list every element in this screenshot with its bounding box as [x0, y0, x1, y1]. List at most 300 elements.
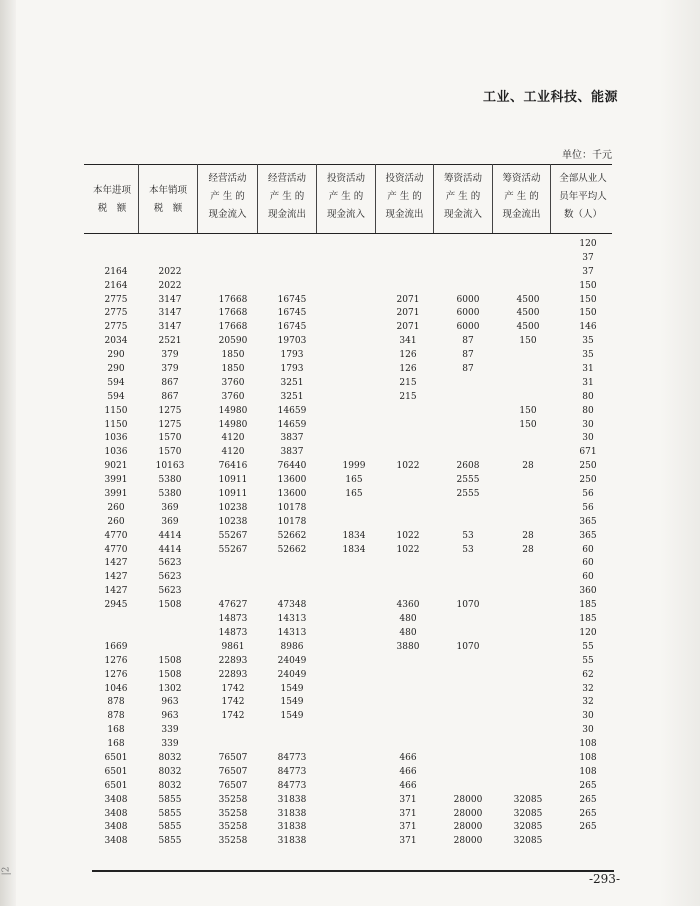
- table-cell: [500, 641, 556, 655]
- table-cell: [500, 391, 556, 405]
- table-cell: 3147: [158, 322, 182, 333]
- table-cell: 215: [399, 391, 417, 402]
- table-cell: [380, 724, 436, 738]
- table-cell: 3991: [104, 475, 128, 486]
- table-cell: 1508: [158, 600, 182, 611]
- table-cell: [90, 613, 142, 627]
- table-cell: 963: [161, 697, 179, 708]
- table-cell: [440, 696, 496, 710]
- table-cell: [324, 502, 384, 516]
- table-cell: [324, 738, 384, 752]
- table-cell: 2034: [104, 336, 128, 347]
- table-cell: [380, 252, 436, 266]
- table-cell: 80: [582, 391, 594, 402]
- table-cell: 35: [582, 350, 594, 361]
- table-cell: 14873: [218, 614, 248, 625]
- table-cell: 1669: [104, 641, 128, 652]
- table-cell: 1036: [104, 433, 128, 444]
- table-cell: 5623: [158, 558, 182, 569]
- page-gutter-right: [660, 0, 700, 906]
- table-cell: 32: [582, 697, 594, 708]
- table-cell: [324, 391, 384, 405]
- table-cell: 466: [399, 752, 417, 763]
- table-cell: 60: [582, 544, 594, 555]
- table-cell: 4770: [104, 530, 128, 541]
- table-cell: 878: [107, 697, 125, 708]
- data-column-operating-outflow: [264, 238, 320, 849]
- table-cell: 150: [579, 294, 597, 305]
- table-cell: [380, 696, 436, 710]
- table-cell: 53: [462, 544, 474, 555]
- table-cell: [500, 696, 556, 710]
- table-cell: [440, 238, 496, 252]
- table-cell: 10178: [277, 502, 307, 513]
- table-cell: [90, 252, 142, 266]
- table-cell: 5623: [158, 586, 182, 597]
- table-cell: 1036: [104, 447, 128, 458]
- table-cell: [440, 724, 496, 738]
- table-cell: 16745: [277, 294, 307, 305]
- table-cell: [324, 613, 384, 627]
- table-cell: 35: [582, 336, 594, 347]
- table-cell: [324, 307, 384, 321]
- table-cell: 165: [345, 475, 363, 486]
- scan-mark: |2: [1, 866, 12, 876]
- table-cell: 17668: [218, 308, 248, 319]
- table-cell: 9861: [221, 641, 245, 652]
- table-cell: [500, 474, 556, 488]
- table-cell: 150: [519, 336, 537, 347]
- table-cell: 215: [399, 377, 417, 388]
- table-cell: 4770: [104, 544, 128, 555]
- table-cell: [142, 238, 198, 252]
- table-cell: 339: [161, 725, 179, 736]
- header-cell-investing-inflow: 投资活动 产 生 的 现金流入: [326, 173, 365, 220]
- table-cell: 1022: [396, 461, 420, 472]
- table-cell: 14873: [218, 627, 248, 638]
- table-cell: 341: [399, 336, 417, 347]
- table-cell: 168: [107, 725, 125, 736]
- table-cell: 371: [399, 808, 417, 819]
- table-cell: 1276: [104, 669, 128, 680]
- table-cell: [380, 266, 436, 280]
- table-cell: [440, 502, 496, 516]
- table-cell: 466: [399, 766, 417, 777]
- table-cell: 32085: [513, 808, 543, 819]
- table-cell: [380, 516, 436, 530]
- table-cell: 867: [161, 391, 179, 402]
- table-cell: 8032: [158, 752, 182, 763]
- data-column-output-tax: [142, 238, 198, 849]
- table-cell: [264, 571, 320, 585]
- table-cell: [440, 627, 496, 641]
- table-cell: 1850: [221, 364, 245, 375]
- table-cell: [205, 238, 261, 252]
- table-cell: [324, 377, 384, 391]
- section-title: 工业、工业科技、能源: [482, 90, 618, 105]
- table-cell: 16745: [277, 308, 307, 319]
- data-column-employees: [560, 238, 616, 849]
- table-cell: 260: [107, 502, 125, 513]
- table-cell: [500, 724, 556, 738]
- table-cell: 150: [519, 419, 537, 430]
- table-cell: 10238: [218, 516, 248, 527]
- table-cell: 28: [522, 461, 534, 472]
- table-cell: 265: [579, 794, 597, 805]
- table-cell: 14659: [277, 419, 307, 430]
- table-cell: 2164: [104, 280, 128, 291]
- table-cell: 14659: [277, 405, 307, 416]
- table-cell: 31838: [277, 822, 307, 833]
- table-cell: 4500: [516, 308, 540, 319]
- table-cell: 2022: [158, 266, 182, 277]
- table-cell: [380, 238, 436, 252]
- table-cell: 290: [107, 364, 125, 375]
- table-cell: 3408: [104, 794, 128, 805]
- table-cell: [324, 655, 384, 669]
- table-cell: 3147: [158, 294, 182, 305]
- table-cell: 37: [582, 252, 594, 263]
- table-cell: [500, 585, 556, 599]
- table-cell: [500, 627, 556, 641]
- table-cell: 31: [582, 364, 594, 375]
- table-cell: 76507: [218, 752, 248, 763]
- table-cell: 22893: [218, 669, 248, 680]
- table-cell: [500, 266, 556, 280]
- table-cell: [324, 446, 384, 460]
- table-cell: [205, 585, 261, 599]
- table-cell: 87: [462, 350, 474, 361]
- table-cell: 5855: [158, 808, 182, 819]
- table-cell: 1549: [280, 697, 304, 708]
- table-cell: 126: [399, 350, 417, 361]
- table-cell: [380, 669, 436, 683]
- header-cell-financing-outflow: 筹资活动 产 生 的 现金流出: [502, 173, 541, 220]
- table-cell: [440, 655, 496, 669]
- table-cell: 265: [579, 780, 597, 791]
- table-cell: 56: [582, 489, 594, 500]
- table-cell: 594: [107, 391, 125, 402]
- table-cell: 53: [462, 530, 474, 541]
- table-cell: 1150: [104, 405, 128, 416]
- table-cell: [500, 655, 556, 669]
- table-cell: 6501: [104, 752, 128, 763]
- table-cell: [324, 627, 384, 641]
- table-cell: 22893: [218, 655, 248, 666]
- table-cell: [440, 252, 496, 266]
- table-cell: 168: [107, 739, 125, 750]
- table-cell: [500, 238, 556, 252]
- table-cell: 87: [462, 336, 474, 347]
- table-cell: 2071: [396, 294, 420, 305]
- table-cell: [440, 266, 496, 280]
- table-cell: 1275: [158, 419, 182, 430]
- table-cell: [324, 252, 384, 266]
- table-cell: 32085: [513, 794, 543, 805]
- table-cell: [500, 516, 556, 530]
- table-cell: 60: [582, 572, 594, 583]
- table-cell: [440, 377, 496, 391]
- table-cell: 878: [107, 711, 125, 722]
- table-cell: 2521: [158, 336, 182, 347]
- table-cell: 30: [582, 725, 594, 736]
- table-cell: [500, 432, 556, 446]
- table-cell: 8032: [158, 766, 182, 777]
- table-cell: 28: [522, 544, 534, 555]
- table-cell: [264, 238, 320, 252]
- page-number: -293-: [588, 872, 620, 886]
- table-cell: 369: [161, 502, 179, 513]
- table-cell: 126: [399, 364, 417, 375]
- table-cell: [205, 738, 261, 752]
- table-cell: 1742: [221, 711, 245, 722]
- table-cell: 76507: [218, 780, 248, 791]
- table-cell: [324, 808, 384, 822]
- table-cell: 14313: [277, 627, 307, 638]
- table-cell: 2022: [158, 280, 182, 291]
- table-cell: [440, 766, 496, 780]
- table-cell: 37: [582, 266, 594, 277]
- data-column-investing-inflow: [324, 238, 384, 849]
- table-cell: [440, 516, 496, 530]
- table-cell: [380, 488, 436, 502]
- table-cell: 31838: [277, 836, 307, 847]
- table-cell: 9021: [104, 461, 128, 472]
- header-cell-employees: 全部从业人 员年平均人 数（人）: [559, 173, 607, 220]
- table-cell: 5855: [158, 822, 182, 833]
- table-cell: 31838: [277, 808, 307, 819]
- table-cell: 379: [161, 350, 179, 361]
- table-cell: [324, 432, 384, 446]
- table-cell: [324, 363, 384, 377]
- data-column-investing-outflow: [380, 238, 436, 849]
- table-cell: 14980: [218, 405, 248, 416]
- table-cell: 3408: [104, 822, 128, 833]
- table-cell: 2608: [456, 461, 480, 472]
- table-cell: 1427: [104, 558, 128, 569]
- table-cell: 480: [399, 627, 417, 638]
- table-cell: [500, 780, 556, 794]
- table-cell: [440, 432, 496, 446]
- table-cell: 1549: [280, 711, 304, 722]
- table-cell: 250: [579, 475, 597, 486]
- table-cell: 1508: [158, 655, 182, 666]
- table-cell: [264, 280, 320, 294]
- table-cell: 108: [579, 766, 597, 777]
- table-cell: 16745: [277, 322, 307, 333]
- table-cell: 24049: [277, 655, 307, 666]
- table-cell: [205, 266, 261, 280]
- table-cell: 4120: [221, 433, 245, 444]
- table-cell: [380, 280, 436, 294]
- table-cell: [440, 419, 496, 433]
- table-cell: 2775: [104, 294, 128, 305]
- table-cell: 30: [582, 419, 594, 430]
- table-cell: [324, 599, 384, 613]
- table-cell: [324, 696, 384, 710]
- table-cell: 1150: [104, 419, 128, 430]
- table-cell: [264, 585, 320, 599]
- table-cell: 4360: [396, 600, 420, 611]
- table-cell: 2071: [396, 308, 420, 319]
- table-cell: 32085: [513, 836, 543, 847]
- table-cell: 3837: [280, 447, 304, 458]
- table-cell: [380, 405, 436, 419]
- table-cell: 10238: [218, 502, 248, 513]
- table-cell: [500, 502, 556, 516]
- table-cell: 1275: [158, 405, 182, 416]
- table-cell: [205, 557, 261, 571]
- table-cell: 1850: [221, 350, 245, 361]
- table-cell: 28000: [453, 822, 483, 833]
- table-cell: 20590: [218, 336, 248, 347]
- table-cell: [440, 710, 496, 724]
- table-cell: [440, 683, 496, 697]
- table-cell: 28000: [453, 794, 483, 805]
- table-cell: 10911: [218, 489, 248, 500]
- page-bottom-rule: [92, 870, 614, 872]
- table-cell: [500, 377, 556, 391]
- table-cell: 4414: [158, 544, 182, 555]
- table-cell: [264, 266, 320, 280]
- table-cell: [324, 669, 384, 683]
- table-cell: [264, 738, 320, 752]
- table-cell: [324, 641, 384, 655]
- table-cell: 265: [579, 822, 597, 833]
- header-cell-input-tax: 本年进项 税 额: [92, 185, 131, 214]
- table-cell: [324, 585, 384, 599]
- table-cell: [440, 752, 496, 766]
- table-cell: [324, 516, 384, 530]
- table-cell: 2555: [456, 475, 480, 486]
- table-cell: [264, 557, 320, 571]
- table-cell: [324, 419, 384, 433]
- table-cell: 290: [107, 350, 125, 361]
- table-cell: 365: [579, 516, 597, 527]
- table-cell: 1570: [158, 447, 182, 458]
- table-cell: [500, 599, 556, 613]
- table-cell: [380, 502, 436, 516]
- table-cell: [90, 627, 142, 641]
- table-cell: 250: [579, 461, 597, 472]
- table-cell: [500, 446, 556, 460]
- table-cell: 120: [579, 627, 597, 638]
- table-cell: 24049: [277, 669, 307, 680]
- table-cell: [500, 613, 556, 627]
- table-cell: 3760: [221, 377, 245, 388]
- table-cell: 369: [161, 516, 179, 527]
- table-cell: 339: [161, 739, 179, 750]
- table-cell: [324, 780, 384, 794]
- table-cell: [142, 613, 198, 627]
- table-cell: 3408: [104, 808, 128, 819]
- table-cell: 1834: [342, 530, 366, 541]
- table-cell: 371: [399, 822, 417, 833]
- table-cell: [440, 446, 496, 460]
- table-cell: 150: [519, 405, 537, 416]
- table-cell: [324, 794, 384, 808]
- table-cell: 4500: [516, 294, 540, 305]
- table-cell: [500, 349, 556, 363]
- table-cell: [500, 710, 556, 724]
- table-cell: 28000: [453, 808, 483, 819]
- table-cell: [440, 405, 496, 419]
- table-cell: 1427: [104, 572, 128, 583]
- table-cell: 10911: [218, 475, 248, 486]
- unit-label: 单位：千元: [562, 150, 612, 161]
- table-cell: 1508: [158, 669, 182, 680]
- header-cell-financing-inflow: 筹资活动 产 生 的 现金流入: [443, 173, 482, 220]
- table-cell: [324, 835, 384, 849]
- table-cell: 6000: [456, 322, 480, 333]
- table-cell: [324, 752, 384, 766]
- table-cell: [500, 571, 556, 585]
- table-cell: 5623: [158, 572, 182, 583]
- table-cell: 84773: [277, 780, 307, 791]
- table-cell: 3880: [396, 641, 420, 652]
- table-cell: 60: [582, 558, 594, 569]
- table-cell: 84773: [277, 752, 307, 763]
- table-cell: 28000: [453, 836, 483, 847]
- table-cell: [380, 585, 436, 599]
- table-cell: 6501: [104, 780, 128, 791]
- table-cell: 185: [579, 600, 597, 611]
- table-cell: 365: [579, 530, 597, 541]
- table-cell: [440, 613, 496, 627]
- header-cell-operating-inflow: 经营活动 产 生 的 现金流入: [208, 173, 247, 220]
- table-cell: [90, 238, 142, 252]
- table-cell: 360: [579, 586, 597, 597]
- data-column-financing-inflow: [440, 238, 496, 849]
- table-cell: [324, 294, 384, 308]
- table-cell: [324, 349, 384, 363]
- table-cell: [205, 252, 261, 266]
- table-cell: 146: [579, 322, 597, 333]
- table-cell: 1742: [221, 697, 245, 708]
- table-cell: [380, 571, 436, 585]
- table-cell: 5380: [158, 475, 182, 486]
- table-cell: [324, 321, 384, 335]
- table-cell: 2775: [104, 308, 128, 319]
- table-cell: 1302: [158, 683, 182, 694]
- table-cell: 5855: [158, 794, 182, 805]
- table-cell: 2164: [104, 266, 128, 277]
- table-cell: [142, 252, 198, 266]
- data-column-financing-outflow: [500, 238, 556, 849]
- table-cell: 480: [399, 614, 417, 625]
- table-cell: [380, 710, 436, 724]
- table-cell: [500, 363, 556, 377]
- table-cell: 80: [582, 405, 594, 416]
- table-cell: 108: [579, 739, 597, 750]
- table-cell: 8032: [158, 780, 182, 791]
- table-cell: 466: [399, 780, 417, 791]
- table-cell: 867: [161, 377, 179, 388]
- table-cell: [205, 724, 261, 738]
- table-cell: 35258: [218, 836, 248, 847]
- header-cell-investing-outflow: 投资活动 产 生 的 现金流出: [385, 173, 424, 220]
- table-cell: 6501: [104, 766, 128, 777]
- table-cell: 260: [107, 516, 125, 527]
- table-cell: [500, 683, 556, 697]
- table-cell: [324, 335, 384, 349]
- table-cell: 8986: [280, 641, 304, 652]
- table-cell: 31: [582, 377, 594, 388]
- table-top-rule: [84, 164, 612, 165]
- table-cell: 371: [399, 794, 417, 805]
- table-cell: 30: [582, 711, 594, 722]
- table-cell: 594: [107, 377, 125, 388]
